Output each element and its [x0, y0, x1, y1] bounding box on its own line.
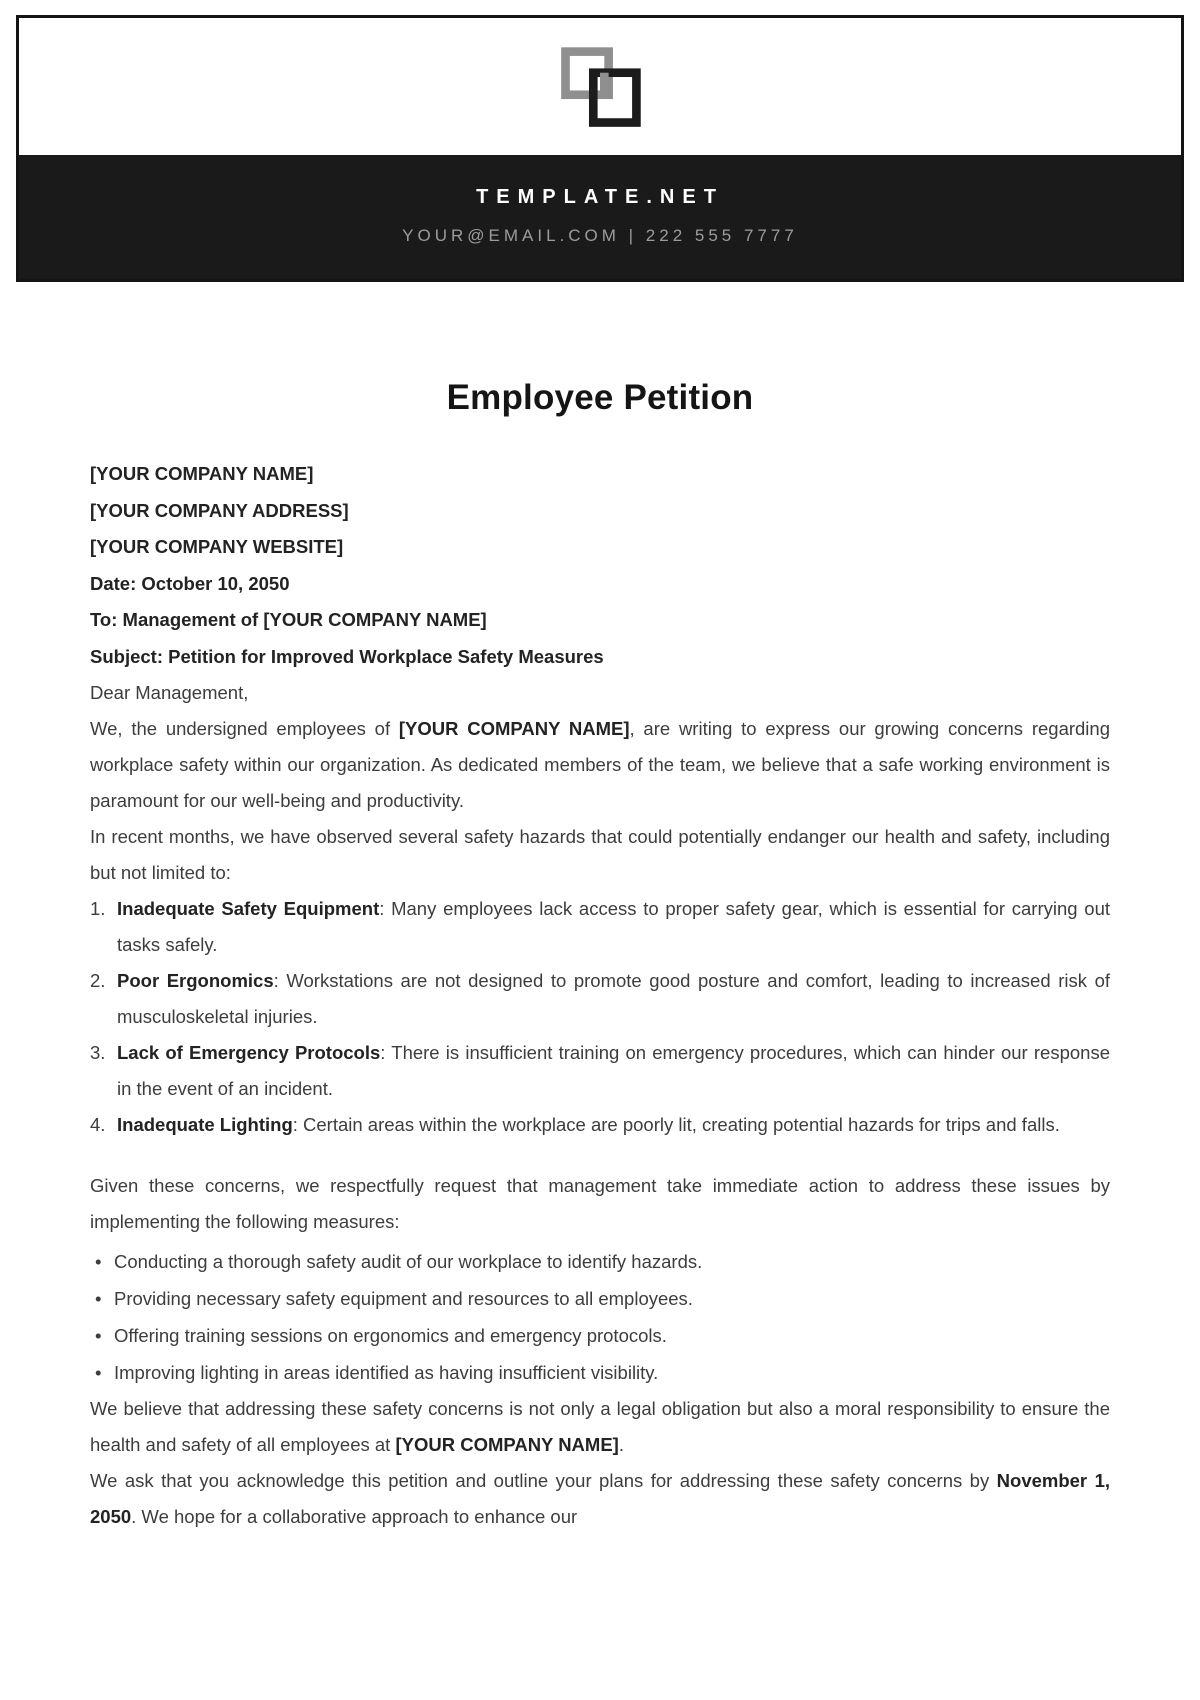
bullet-list-item: • Providing necessary safety equipment and resources to all employees. — [90, 1280, 1110, 1317]
salutation: Dear Management, — [90, 682, 249, 703]
meta-line: [YOUR COMPANY ADDRESS] — [90, 499, 349, 521]
bullet-list-item: • Improving lighting in areas identified as having insufficient visibility. — [90, 1354, 1110, 1391]
brand-name: TEMPLATE.NET — [476, 186, 724, 208]
contact-info: YOUR@EMAIL.COM | 222 555 7777 — [402, 226, 798, 245]
document-body — [0, 378, 1200, 1535]
bullet-list-item: • Conducting a thorough safety audit of our workplace to identify hazards. — [90, 1243, 1110, 1280]
meta-lines — [90, 456, 1110, 675]
numbered-hazard-list — [90, 891, 1110, 1143]
numbered-list-item: Poor Ergonomics: Workstations are not designed to promote good posture and comfort, leading to increased risk of musculoskeletal injuries. — [117, 970, 1110, 1027]
meta-line: [YOUR COMPANY WEBSITE] — [90, 536, 344, 557]
paragraph-belief: We believe that addressing these safety concerns is not only a legal obligation but also a moral responsibility to ensure the health and safety of all employees at [YOUR COMPANY NAME]. — [90, 1398, 1110, 1455]
meta-line: Subject: Petition for Improved Workplace Safety Measures — [90, 645, 604, 667]
numbered-list-item: Inadequate Lighting: Certain areas within the workplace are poorly lit, creating potential hazards for trips and falls. — [117, 1114, 1060, 1135]
meta-line: To: Management of [YOUR COMPANY NAME] — [90, 609, 487, 630]
bullet-measure-list — [90, 1243, 1110, 1391]
paragraph-request: Given these concerns, we respectfully request that management take immediate action to address these issues by implementing the following measures: — [90, 1175, 1110, 1232]
paragraph-hazards: In recent months, we have observed several safety hazards that could potentially endanger our health and safety, including but not limited to: — [90, 826, 1110, 883]
page-title: Employee Petition — [446, 378, 754, 417]
numbered-list-item: Lack of Emergency Protocols: There is insufficient training on emergency procedures, which can hinder our response in the event of an incident. — [117, 1042, 1110, 1099]
logo-area — [19, 18, 1181, 155]
letterhead-band — [19, 155, 1181, 279]
numbered-list-item: Inadequate Safety Equipment: Many employees lack access to proper safety gear, which is essential for carrying out tasks safely. — [117, 898, 1110, 955]
interlocked-squares-logo-icon — [554, 43, 646, 135]
paragraph-ask: We ask that you acknowledge this petition and outline your plans for addressing these safety concerns by November 1, 2050. We hope for a collaborative approach to enhance our — [90, 1470, 1110, 1527]
meta-line: Date: October 10, 2050 — [90, 572, 290, 594]
meta-line: [YOUR COMPANY NAME] — [90, 463, 314, 484]
letterhead — [16, 15, 1184, 282]
bullet-list-item: • Offering training sessions on ergonomics and emergency protocols. — [90, 1317, 1110, 1354]
paragraph-intro: We, the undersigned employees of [YOUR COMPANY NAME], are writing to express our growing concerns regarding workplace safety within our organization. As dedicated members of the team, we believe that a safe working environment is paramount for our well-being and productivity. — [90, 718, 1110, 811]
